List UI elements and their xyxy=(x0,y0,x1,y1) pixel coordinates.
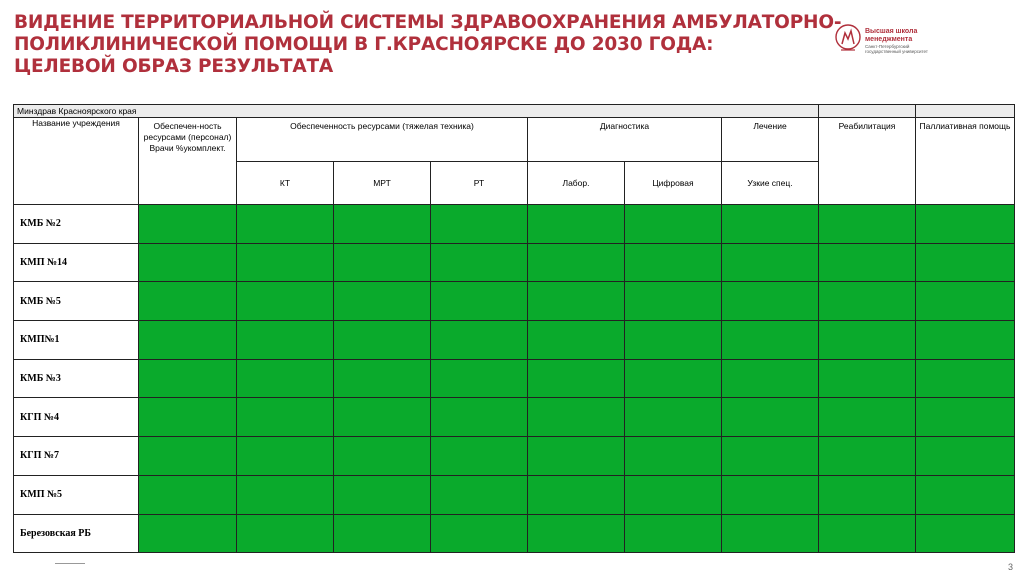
green-cell xyxy=(237,514,334,553)
header-mrt: МРТ xyxy=(334,162,431,205)
green-cell xyxy=(139,514,237,553)
table-row xyxy=(14,321,1015,360)
green-cell xyxy=(722,475,819,514)
row-name: КМП №14 xyxy=(14,243,139,282)
header-rt: РТ xyxy=(431,162,528,205)
header-specialists: Узкие спец. xyxy=(722,162,819,205)
row-name: КГП №4 xyxy=(14,398,139,437)
title-line-1: ВИДЕНИЕ ТЕРРИТОРИАЛЬНОЙ СИСТЕМЫ ЗДРАВООХРАНЕНИЯ АМБУЛАТОРНО- xyxy=(14,12,842,33)
green-cell xyxy=(528,243,625,282)
ministry-row xyxy=(14,105,1015,118)
green-cell xyxy=(625,205,722,244)
logo-emblem-icon xyxy=(835,24,861,56)
row-name: КМБ №2 xyxy=(14,205,139,244)
green-cell xyxy=(139,359,237,398)
green-cell xyxy=(431,398,528,437)
green-cell xyxy=(431,243,528,282)
green-cell xyxy=(334,243,431,282)
ministry-empty-palliative xyxy=(916,105,1015,118)
green-cell xyxy=(334,475,431,514)
green-cell xyxy=(528,514,625,553)
green-cell xyxy=(819,437,916,476)
header-lab: Лабор. xyxy=(528,162,625,205)
green-cell xyxy=(722,359,819,398)
header-rehabilitation: Реабилитация xyxy=(819,118,916,205)
green-cell xyxy=(916,205,1015,244)
green-cell xyxy=(431,205,528,244)
green-cell xyxy=(431,437,528,476)
page-number: 3 xyxy=(1008,562,1014,572)
green-cell xyxy=(237,205,334,244)
green-cell xyxy=(431,359,528,398)
green-cell xyxy=(625,321,722,360)
green-cell xyxy=(722,321,819,360)
green-cell xyxy=(431,321,528,360)
target-table xyxy=(13,104,1015,553)
green-cell xyxy=(819,475,916,514)
green-cell xyxy=(237,398,334,437)
green-cell xyxy=(916,243,1015,282)
green-cell xyxy=(237,437,334,476)
table-row xyxy=(14,282,1015,321)
green-cell xyxy=(528,398,625,437)
green-cell xyxy=(139,321,237,360)
header-row-1 xyxy=(14,118,1015,162)
green-cell xyxy=(237,321,334,360)
green-cell xyxy=(625,475,722,514)
green-cell xyxy=(528,437,625,476)
green-cell xyxy=(625,398,722,437)
green-cell xyxy=(139,398,237,437)
green-cell xyxy=(819,321,916,360)
title-line-3: ЦЕЛЕВОЙ ОБРАЗ РЕЗУЛЬТАТА xyxy=(14,56,333,77)
green-cell xyxy=(139,475,237,514)
green-cell xyxy=(916,282,1015,321)
ministry-empty-rehab xyxy=(819,105,916,118)
green-cell xyxy=(334,282,431,321)
green-cell xyxy=(139,437,237,476)
green-cell xyxy=(916,359,1015,398)
green-cell xyxy=(722,243,819,282)
green-cell xyxy=(819,359,916,398)
green-cell xyxy=(528,321,625,360)
table-row xyxy=(14,514,1015,553)
green-cell xyxy=(334,359,431,398)
header-institution-name: Название учреждения xyxy=(14,118,139,205)
green-cell xyxy=(139,282,237,321)
green-cell xyxy=(139,243,237,282)
green-cell xyxy=(819,205,916,244)
gsom-logo xyxy=(835,24,975,58)
header-digital: Цифровая xyxy=(625,162,722,205)
header-kt: КТ xyxy=(237,162,334,205)
green-cell xyxy=(625,437,722,476)
title-line-2: ПОЛИКЛИНИЧЕСКОЙ ПОМОЩИ В Г.КРАСНОЯРСКЕ ДО 2030 ГОДА: xyxy=(14,34,714,55)
row-name: Березовская РБ xyxy=(14,514,139,553)
green-cell xyxy=(431,514,528,553)
header-equipment-group: Обеспеченность ресурсами (тяжелая техника) xyxy=(237,118,528,162)
row-name: КМП№1 xyxy=(14,321,139,360)
green-cell xyxy=(722,282,819,321)
row-name: КМБ №3 xyxy=(14,359,139,398)
green-cell xyxy=(334,437,431,476)
green-cell xyxy=(819,282,916,321)
green-cell xyxy=(334,205,431,244)
green-cell xyxy=(237,282,334,321)
logo-text-2: менеджмента xyxy=(865,36,913,43)
green-cell xyxy=(625,282,722,321)
green-cell xyxy=(237,243,334,282)
green-cell xyxy=(916,437,1015,476)
logo-text-1: Высшая школа xyxy=(865,28,918,35)
green-cell xyxy=(916,321,1015,360)
slide-title xyxy=(14,12,842,78)
ministry-label: Минздрав Красноярского края xyxy=(14,105,819,118)
green-cell xyxy=(237,359,334,398)
green-cell xyxy=(334,398,431,437)
green-cell xyxy=(819,514,916,553)
green-cell xyxy=(722,514,819,553)
row-name: КГП №7 xyxy=(14,437,139,476)
table-row xyxy=(14,359,1015,398)
green-cell xyxy=(431,282,528,321)
green-cell xyxy=(528,359,625,398)
green-cell xyxy=(625,514,722,553)
green-cell xyxy=(722,205,819,244)
green-cell xyxy=(916,475,1015,514)
row-name: КМП №5 xyxy=(14,475,139,514)
green-cell xyxy=(139,205,237,244)
footer-divider xyxy=(55,563,85,564)
green-cell xyxy=(237,475,334,514)
green-cell xyxy=(528,475,625,514)
logo-text-3: Санкт-Петербургский xyxy=(865,44,910,49)
table-row xyxy=(14,398,1015,437)
green-cell xyxy=(334,321,431,360)
green-cell xyxy=(625,359,722,398)
row-name: КМБ №5 xyxy=(14,282,139,321)
table-row xyxy=(14,205,1015,244)
table-row xyxy=(14,243,1015,282)
green-cell xyxy=(819,398,916,437)
header-treatment-group: Лечение xyxy=(722,118,819,162)
green-cell xyxy=(528,205,625,244)
green-cell xyxy=(528,282,625,321)
green-cell xyxy=(334,514,431,553)
header-diagnostics-group: Диагностика xyxy=(528,118,722,162)
header-palliative: Паллиативная помощь xyxy=(916,118,1015,205)
table-row xyxy=(14,475,1015,514)
green-cell xyxy=(625,243,722,282)
green-cell xyxy=(722,398,819,437)
table-row xyxy=(14,437,1015,476)
green-cell xyxy=(819,243,916,282)
header-staff-provision: Обеспечен-ность ресурсами (персонал) Врачи %укомплект. xyxy=(139,118,237,205)
green-cell xyxy=(431,475,528,514)
green-cell xyxy=(916,514,1015,553)
green-cell xyxy=(722,437,819,476)
green-cell xyxy=(916,398,1015,437)
logo-text-4: государственный университет xyxy=(865,49,928,54)
